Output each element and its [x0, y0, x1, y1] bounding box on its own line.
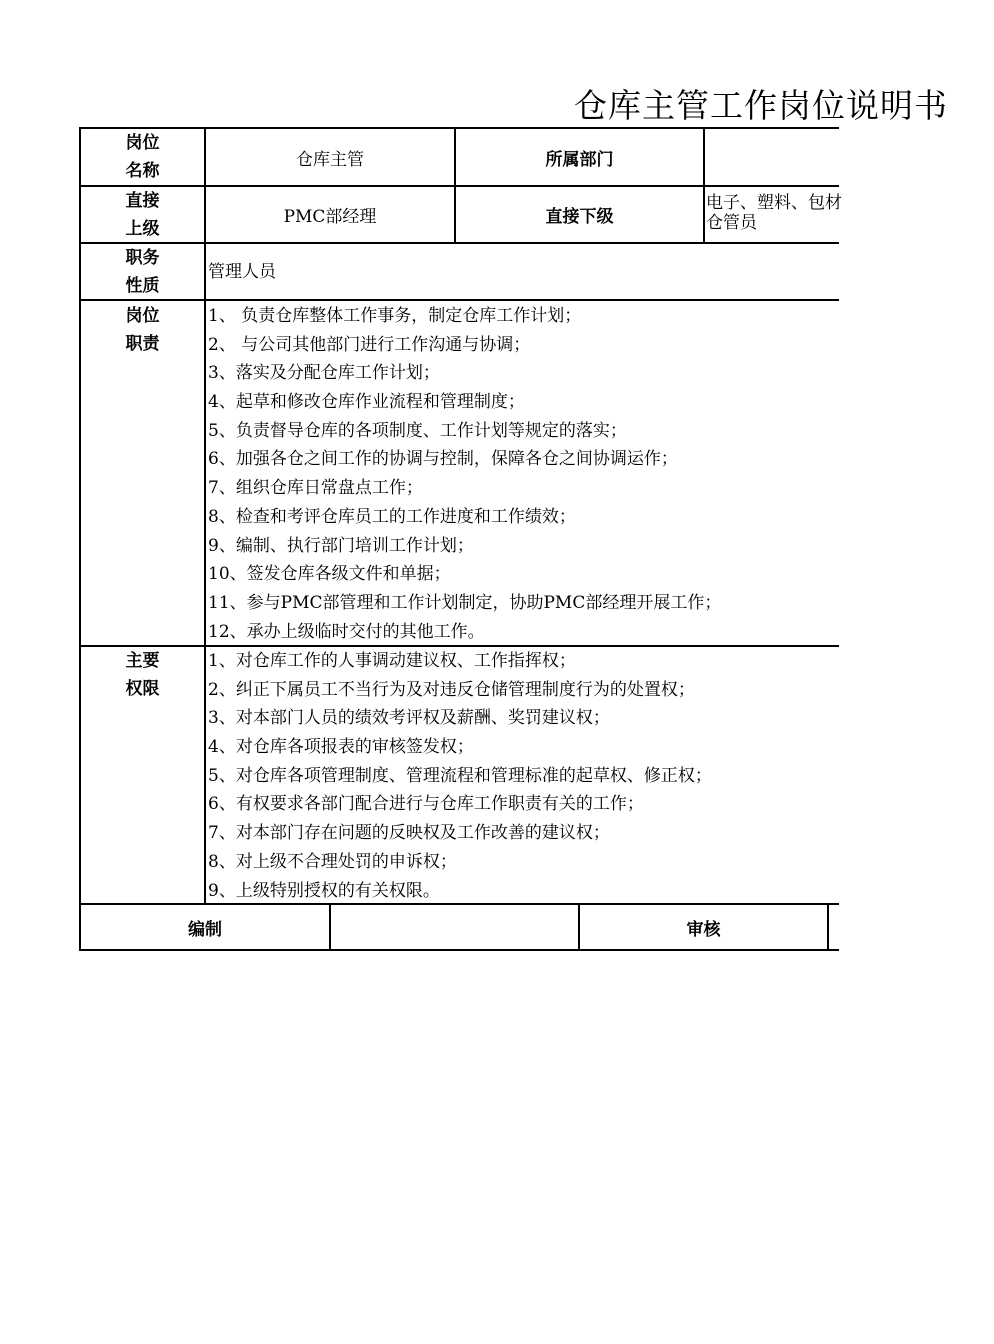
prepared-by-label: 编制	[188, 919, 222, 940]
grid-line	[827, 903, 829, 951]
authority-label: 主要 权限	[125, 651, 160, 699]
list-item: 2、 与公司其他部门进行工作沟通与协调；	[208, 334, 531, 355]
list-item: 7、组织仓库日常盘点工作；	[208, 478, 423, 499]
subordinate-value: 电子、塑料、包材 仓管员	[706, 193, 842, 233]
department-label: 所属部门	[545, 149, 614, 170]
review-label: 审核	[686, 919, 721, 940]
subordinate-label: 直接下级	[545, 207, 614, 227]
list-item: 1、对仓库工作的人事调动建议权、工作指挥权；	[208, 651, 576, 671]
list-item: 12、承办上级临时交付的其他工作。	[208, 621, 485, 642]
list-item: 7、对本部门存在问题的反映权及工作改善的建议权；	[208, 823, 610, 844]
list-item: 11、参与PMC部管理和工作计划制定，协助PMC部经理开展工作；	[208, 592, 722, 613]
grid-line	[79, 949, 839, 951]
position-name-label: 岗位 名称	[125, 133, 160, 181]
duties-list	[208, 302, 828, 646]
list-item: 3、落实及分配仓库工作计划；	[208, 363, 440, 384]
list-item: 9、编制、执行部门培训工作计划；	[208, 535, 474, 556]
nature-label: 职务 性质	[125, 248, 160, 296]
authority-list	[208, 647, 828, 905]
superior-value: PMC部经理	[283, 207, 377, 227]
list-item: 8、检查和考评仓库员工的工作进度和工作绩效；	[208, 506, 576, 527]
list-item: 6、有权要求各部门配合进行与仓库工作职责有关的工作；	[208, 794, 644, 815]
nature-value: 管理人员	[208, 262, 276, 282]
department-value	[705, 129, 835, 185]
list-item: 4、对仓库各项报表的审核签发权；	[208, 737, 474, 758]
position-name-value: 仓库主管	[296, 149, 364, 170]
list-item: 5、对仓库各项管理制度、管理流程和管理标准的起草权、修正权；	[208, 765, 712, 786]
list-item: 10、签发仓库各级文件和单据；	[208, 564, 451, 585]
page-title: 仓库主管工作岗位说明书	[574, 86, 948, 125]
list-item: 3、对本部门人员的绩效考评权及薪酬、奖罚建议权；	[208, 708, 610, 729]
grid-line	[204, 127, 206, 904]
list-item: 1、 负责仓库整体工作事务，制定仓库工作计划；	[208, 306, 582, 326]
superior-label: 直接 上级	[125, 191, 160, 239]
list-item: 4、起草和修改仓库作业流程和管理制度；	[208, 392, 525, 413]
list-item: 5、负责督导仓库的各项制度、工作计划等规定的落实；	[208, 420, 627, 441]
list-item: 9、上级特别授权的有关权限。	[208, 880, 440, 901]
duties-label: 岗位 职责	[125, 306, 160, 354]
list-item: 8、对上级不合理处罚的申诉权；	[208, 851, 457, 872]
prepared-by-value	[331, 905, 578, 949]
list-item: 6、加强各仓之间工作的协调与控制，保障各仓之间协调运作；	[208, 449, 678, 470]
list-item: 2、纠正下属员工不当行为及对违反仓储管理制度行为的处置权；	[208, 679, 695, 700]
